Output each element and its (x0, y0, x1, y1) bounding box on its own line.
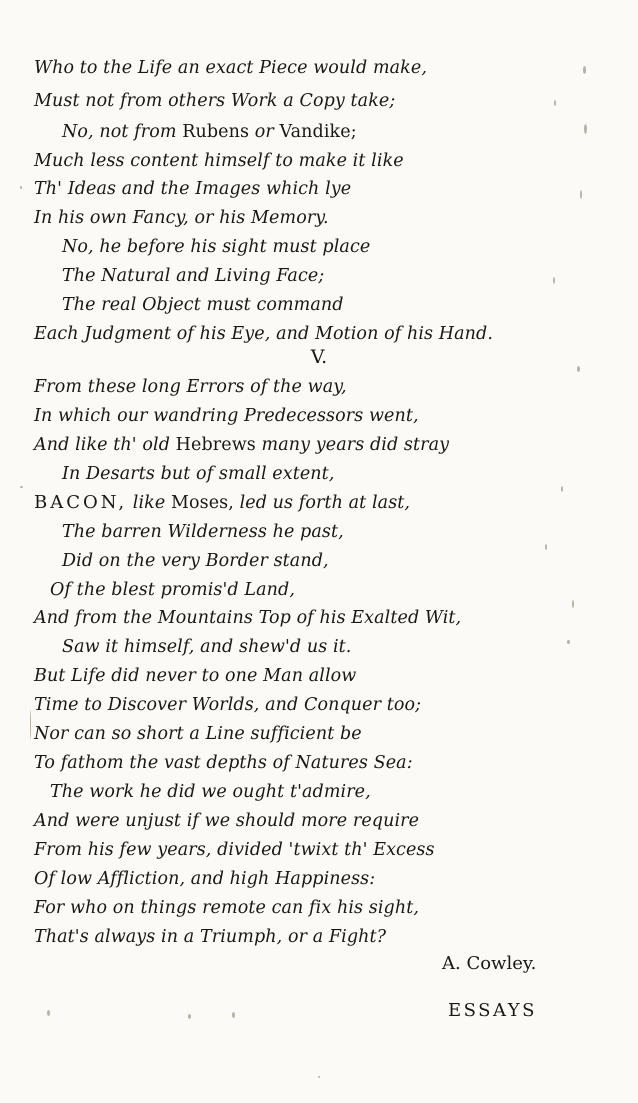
paper-speck (318, 1076, 320, 1078)
poem-line-21: But Life did never to one Man allow (34, 666, 357, 686)
poem-line-29: For who on things remote can fix his sight, (34, 898, 420, 918)
poem-line-15-mid: like (127, 493, 171, 513)
poem-line-7: No, he before his sight must place (62, 237, 371, 257)
poem-line-8: The Natural and Living Face; (62, 266, 325, 286)
poem-line-24: To fathom the vast depths of Natures Sea: (34, 753, 413, 773)
paper-speck (232, 1012, 235, 1018)
poem-line-3-or: or (249, 122, 280, 142)
vandike-name: Vandike; (279, 122, 357, 142)
poem-line-4: Much less content himself to make it like (34, 151, 404, 171)
poem-line-2: Must not from others Work a Copy take; (34, 91, 396, 111)
poem-line-13-start: And like th' old (34, 435, 176, 455)
author-signature: A. Cowley. (442, 953, 537, 974)
poem-line-1: Who to the Life an exact Piece would make, (34, 58, 427, 78)
poem-line-10: Each Judgment of his Eye, and Motion of his Hand. (34, 324, 494, 344)
poem-line-17: Did on the very Border stand, (62, 551, 329, 571)
poem-line-26: And were unjust if we should more require (34, 811, 420, 831)
poem-line-13 (34, 434, 449, 456)
paper-speck (583, 66, 586, 74)
paper-speck (577, 366, 580, 372)
poem-line-14: In Desarts but of small extent, (62, 464, 335, 484)
paper-speck (30, 710, 31, 740)
poem-line-13-end: many years did stray (255, 435, 450, 455)
moses-name: Moses, (170, 493, 234, 513)
paper-speck (20, 186, 22, 189)
paper-speck (545, 544, 547, 550)
section-number: V. (310, 346, 328, 368)
poem-line-3-start: No, not from (62, 122, 183, 142)
catchword: ESSAYS (448, 1000, 537, 1021)
poem-line-15 (34, 492, 410, 514)
poem-line-3 (62, 121, 357, 143)
poem-line-30: That's always in a Triumph, or a Fight? (34, 927, 387, 947)
paper-speck (553, 277, 555, 284)
rubens-name: Rubens (182, 122, 250, 142)
poem-line-5: Th' Ideas and the Images which lye (34, 179, 352, 199)
poem-line-18: Of the blest promis'd Land, (50, 580, 295, 600)
paper-speck (554, 100, 556, 106)
paper-speck (567, 640, 570, 644)
bacon-name: BACON, (34, 492, 128, 513)
paper-speck (580, 190, 582, 199)
poem-line-25: The work he did we ought t'admire, (50, 782, 371, 802)
poem-line-19: And from the Mountains Top of his Exalted Wit, (34, 608, 462, 628)
paper-speck (572, 600, 574, 608)
poem-line-27: From his few years, divided 'twixt th' Excess (34, 840, 435, 860)
paper-speck (20, 486, 23, 488)
poem-line-16: The barren Wilderness he past, (62, 522, 344, 542)
poem-line-11: From these long Errors of the way, (34, 377, 347, 397)
poem-line-12: In which our wandring Predecessors went, (34, 406, 419, 426)
poem-line-23: Nor can so short a Line sufficient be (34, 724, 362, 744)
poem-line-22: Time to Discover Worlds, and Conquer too; (34, 695, 422, 715)
paper-speck (47, 1010, 50, 1016)
poem-line-15-end: led us forth at last, (233, 493, 411, 513)
poem-line-9: The real Object must command (62, 295, 344, 315)
paper-speck (188, 1014, 191, 1019)
poem-line-20: Saw it himself, and shew'd us it. (62, 637, 352, 657)
poem-line-28: Of low Affliction, and high Happiness: (34, 869, 376, 889)
paper-speck (561, 486, 563, 492)
paper-speck (584, 124, 587, 134)
poem-line-6: In his own Fancy, or his Memory. (34, 208, 329, 228)
hebrews-word: Hebrews (175, 435, 256, 455)
